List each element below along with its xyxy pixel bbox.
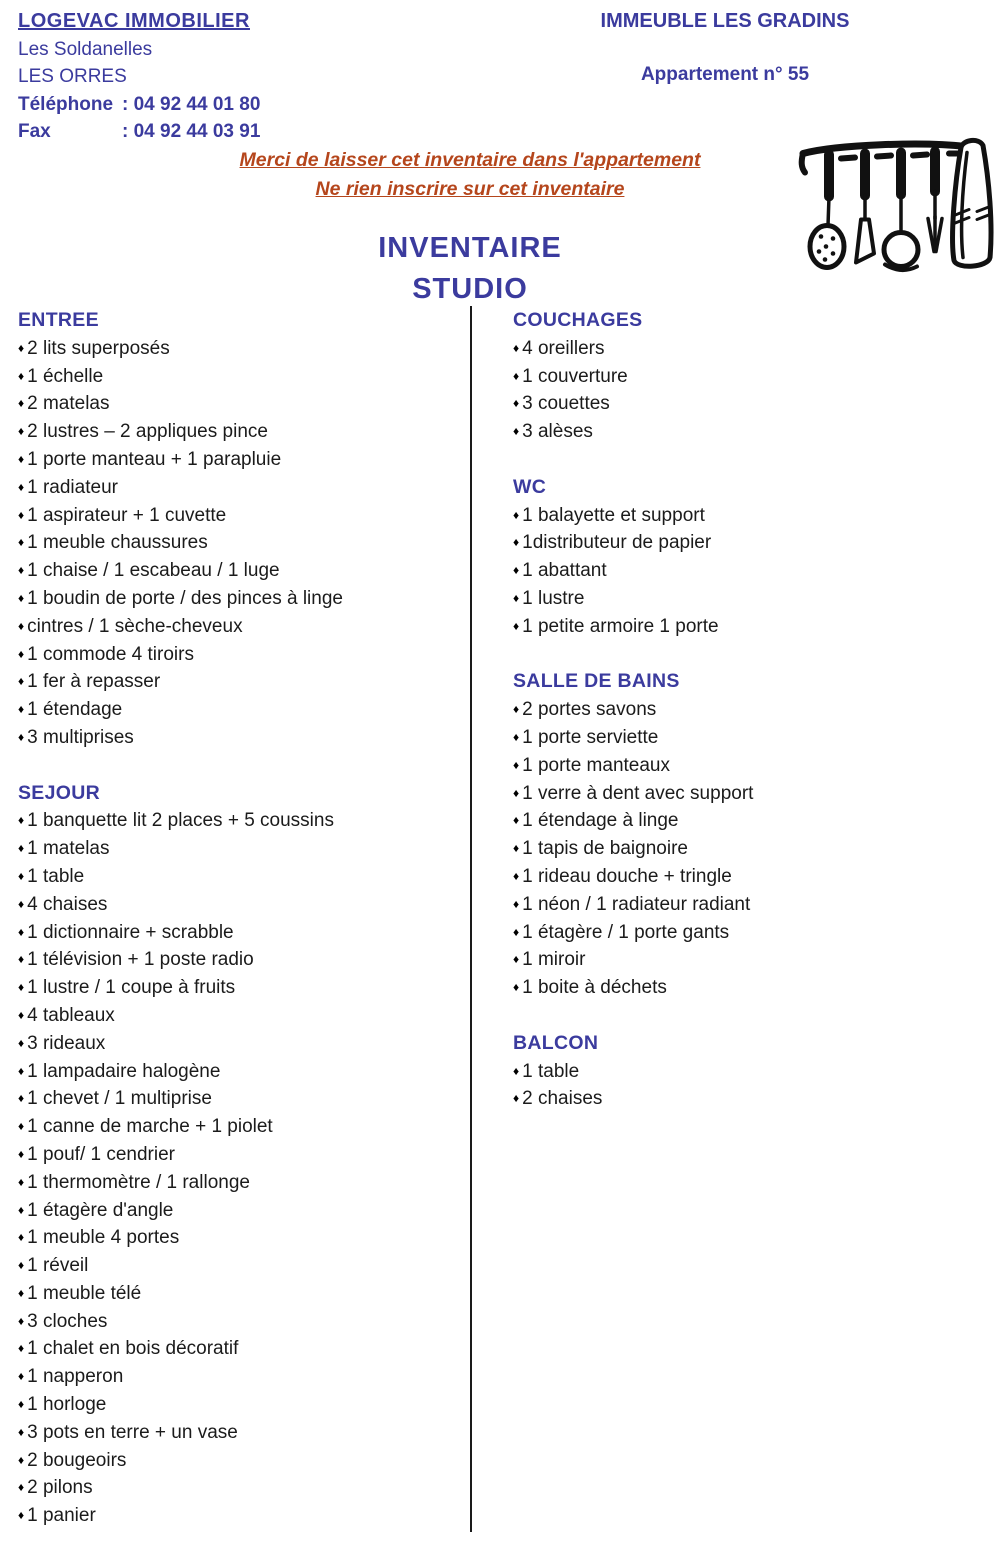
inventory-item — [513, 835, 983, 863]
inventory-item — [18, 1447, 463, 1475]
inventory-item — [513, 724, 983, 752]
inventory-item — [18, 557, 463, 585]
diamond-bullet-icon: ♦ — [18, 1007, 25, 1022]
building-name: IMMEUBLE LES GRADINS — [600, 10, 850, 32]
apartment-number: Appartement n° 55 — [640, 64, 810, 85]
diamond-bullet-icon: ♦ — [513, 507, 520, 522]
item-label: 1 néon / 1 radiateur radiant — [522, 893, 751, 915]
diamond-bullet-icon: ♦ — [513, 729, 520, 744]
item-label: 1 boudin de porte / des pinces à linge — [27, 587, 343, 609]
inventory-item — [513, 585, 983, 613]
item-label: 3 rideaux — [27, 1032, 106, 1054]
section-heading: ENTREE — [18, 309, 99, 331]
diamond-bullet-icon: ♦ — [18, 1035, 25, 1050]
item-label: 1 petite armoire 1 porte — [522, 615, 719, 637]
item-label: 4 oreillers — [522, 337, 605, 359]
inventory-item — [18, 446, 463, 474]
diamond-bullet-icon: ♦ — [513, 757, 520, 772]
diamond-bullet-icon: ♦ — [18, 1397, 25, 1412]
diamond-bullet-icon: ♦ — [18, 590, 25, 605]
phone-label: Téléphone — [18, 93, 114, 115]
phone-line — [18, 91, 260, 119]
item-label: 1 chaise / 1 escabeau / 1 luge — [27, 560, 280, 582]
diamond-bullet-icon: ♦ — [18, 729, 25, 744]
diamond-bullet-icon: ♦ — [18, 1424, 25, 1439]
inventory-item — [18, 835, 463, 863]
diamond-bullet-icon: ♦ — [18, 451, 25, 466]
inventory-item — [513, 1058, 983, 1086]
diamond-bullet-icon: ♦ — [18, 1230, 25, 1245]
item-label: 1 banquette lit 2 places + 5 coussins — [27, 810, 334, 832]
phone-number: 04 92 44 01 80 — [133, 93, 261, 115]
item-label: 1 meuble 4 portes — [27, 1227, 180, 1249]
fax-separator: : — [122, 121, 129, 142]
diamond-bullet-icon: ♦ — [513, 368, 520, 383]
column-divider — [470, 306, 472, 1532]
item-label: 1 tapis de baignoire — [522, 838, 688, 860]
inventory-item — [18, 1030, 463, 1058]
item-label: 1 couverture — [522, 365, 628, 387]
item-label: 1 aspirateur + 1 cuvette — [27, 504, 227, 526]
diamond-bullet-icon: ♦ — [18, 1480, 25, 1495]
notice-line-1: Merci de laisser cet inventaire dans l'appartement — [239, 149, 701, 171]
item-label: 1 abattant — [522, 560, 607, 582]
inventory-item — [513, 418, 983, 446]
diamond-bullet-icon: ♦ — [18, 1369, 25, 1384]
diamond-bullet-icon: ♦ — [513, 952, 520, 967]
section-heading: BALCON — [513, 1031, 599, 1054]
inventory-item — [18, 1197, 463, 1225]
inventory-item — [513, 613, 983, 641]
item-label: 3 alèses — [522, 421, 593, 443]
inventory-item — [513, 891, 983, 919]
item-label: 1 panier — [27, 1505, 96, 1527]
diamond-bullet-icon: ♦ — [18, 1091, 25, 1106]
diamond-bullet-icon: ♦ — [513, 590, 520, 605]
diamond-bullet-icon: ♦ — [513, 841, 520, 856]
inventory-item — [513, 363, 983, 391]
diamond-bullet-icon: ♦ — [18, 1146, 25, 1161]
diamond-bullet-icon: ♦ — [18, 813, 25, 828]
inventory-item — [18, 641, 463, 669]
fax-label: Fax — [18, 121, 51, 142]
item-label: 1 lustre — [522, 587, 585, 609]
diamond-bullet-icon: ♦ — [18, 702, 25, 717]
inventory-item — [18, 1141, 463, 1169]
inventory-item — [18, 946, 463, 974]
document-title — [0, 228, 940, 310]
inventory-item — [18, 919, 463, 947]
item-label: 3 couettes — [522, 393, 610, 415]
inventory-item — [18, 1058, 463, 1086]
item-label: 2 lustres – 2 appliques pince — [27, 421, 268, 443]
item-label: 1 horloge — [27, 1394, 107, 1416]
item-label: 2 lits superposés — [27, 337, 170, 359]
inventory-item — [18, 1391, 463, 1419]
agency-residence: Les Soldanelles — [18, 38, 153, 60]
section-heading: SEJOUR — [18, 781, 100, 804]
diamond-bullet-icon: ♦ — [18, 924, 25, 939]
diamond-bullet-icon: ♦ — [18, 618, 25, 633]
diamond-bullet-icon: ♦ — [513, 424, 520, 439]
section-heading: WC — [513, 475, 547, 498]
item-label: 1 étendage à linge — [522, 810, 679, 832]
diamond-bullet-icon: ♦ — [513, 980, 520, 995]
inventory-column-right — [513, 307, 983, 1113]
item-label: 1distributeur de papier — [522, 532, 712, 554]
inventory-item — [18, 1113, 463, 1141]
diamond-bullet-icon: ♦ — [18, 424, 25, 439]
diamond-bullet-icon: ♦ — [18, 1063, 25, 1078]
inventory-item — [18, 891, 463, 919]
item-label: 4 chaises — [27, 893, 108, 915]
inventory-item — [18, 502, 463, 530]
item-label: 1 porte manteaux — [522, 754, 670, 776]
item-label: 1 dictionnaire + scrabble — [27, 921, 234, 943]
item-label: 2 portes savons — [522, 699, 657, 721]
inventory-item — [18, 1363, 463, 1391]
inventory-item — [18, 585, 463, 613]
agency-name: LOGEVAC IMMOBILIER — [18, 10, 250, 32]
item-label: 3 pots en terre + un vase — [27, 1421, 238, 1443]
inventory-item — [18, 1002, 463, 1030]
diamond-bullet-icon: ♦ — [513, 702, 520, 717]
diamond-bullet-icon: ♦ — [18, 535, 25, 550]
item-label: 1 matelas — [27, 838, 110, 860]
agency-block — [18, 8, 260, 146]
notice-line-2: Ne rien inscrire sur cet inventaire — [315, 178, 625, 200]
fax-line — [18, 118, 260, 146]
inventory-column-left — [18, 307, 463, 1530]
inventory-item — [513, 974, 983, 1002]
item-label: 1 meuble télé — [27, 1282, 142, 1304]
item-label: 1 commode 4 tiroirs — [27, 643, 194, 665]
section-heading: SALLE DE BAINS — [513, 670, 680, 693]
inventory-item — [18, 363, 463, 391]
diamond-bullet-icon: ♦ — [18, 1341, 25, 1356]
inventory-item — [513, 946, 983, 974]
diamond-bullet-icon: ♦ — [18, 479, 25, 494]
item-label: 1 table — [522, 1060, 580, 1082]
item-label: 1 étagère d'angle — [27, 1199, 174, 1221]
diamond-bullet-icon: ♦ — [18, 1202, 25, 1217]
item-label: 1 porte serviette — [522, 726, 659, 748]
item-label: 1 meuble chaussures — [27, 532, 208, 554]
item-label: 1 réveil — [27, 1255, 89, 1277]
inventory-item — [18, 1224, 463, 1252]
inventory-item — [18, 1169, 463, 1197]
inventory-item — [18, 1502, 463, 1530]
item-label: 1 chevet / 1 multiprise — [27, 1088, 212, 1110]
title-line-1: INVENTAIRE — [378, 232, 562, 264]
inventory-item — [18, 668, 463, 696]
item-label: 1 fer à repasser — [27, 671, 161, 693]
inventory-item — [18, 613, 463, 641]
inventory-item — [18, 335, 463, 363]
diamond-bullet-icon: ♦ — [18, 563, 25, 578]
item-label: 1 chalet en bois décoratif — [27, 1338, 239, 1360]
inventory-item — [513, 390, 983, 418]
inventory-item — [513, 696, 983, 724]
item-label: 1 porte manteau + 1 parapluie — [27, 448, 282, 470]
diamond-bullet-icon: ♦ — [18, 896, 25, 911]
item-label: 2 bougeoirs — [27, 1449, 127, 1471]
inventory-item — [18, 390, 463, 418]
inventory-item — [18, 807, 463, 835]
diamond-bullet-icon: ♦ — [513, 396, 520, 411]
inventory-item — [18, 1085, 463, 1113]
inventory-item — [18, 696, 463, 724]
fax-number: 04 92 44 03 91 — [133, 121, 261, 142]
inventory-item — [18, 529, 463, 557]
inventory-item — [18, 724, 463, 752]
phone-separator: : — [122, 93, 129, 115]
inventory-item — [513, 335, 983, 363]
diamond-bullet-icon: ♦ — [18, 1119, 25, 1134]
item-label: 1 canne de marche + 1 piolet — [27, 1116, 273, 1138]
diamond-bullet-icon: ♦ — [18, 980, 25, 995]
agency-city: LES ORRES — [18, 66, 127, 87]
inventory-item — [513, 807, 983, 835]
diamond-bullet-icon: ♦ — [18, 868, 25, 883]
item-label: 1 étagère / 1 porte gants — [522, 921, 730, 943]
diamond-bullet-icon: ♦ — [18, 1174, 25, 1189]
item-label: 2 chaises — [522, 1088, 603, 1110]
diamond-bullet-icon: ♦ — [18, 1508, 25, 1523]
inventory-item — [513, 1085, 983, 1113]
diamond-bullet-icon: ♦ — [18, 396, 25, 411]
diamond-bullet-icon: ♦ — [513, 896, 520, 911]
inventory-item — [513, 863, 983, 891]
diamond-bullet-icon: ♦ — [18, 646, 25, 661]
item-label: 1 balayette et support — [522, 504, 705, 526]
diamond-bullet-icon: ♦ — [18, 368, 25, 383]
item-label: 1 verre à dent avec support — [522, 782, 754, 804]
item-label: 1 étendage — [27, 699, 123, 721]
title-line-2: STUDIO — [412, 273, 528, 305]
diamond-bullet-icon: ♦ — [513, 563, 520, 578]
item-label: 1 pouf/ 1 cendrier — [27, 1143, 175, 1165]
diamond-bullet-icon: ♦ — [513, 813, 520, 828]
item-label: 1 rideau douche + tringle — [522, 865, 732, 887]
inventory-item — [18, 1280, 463, 1308]
inventory-item — [513, 919, 983, 947]
item-label: 1 radiateur — [27, 476, 118, 498]
diamond-bullet-icon: ♦ — [513, 340, 520, 355]
item-label: 1 télévision + 1 poste radio — [27, 949, 254, 971]
diamond-bullet-icon: ♦ — [513, 924, 520, 939]
item-label: 4 tableaux — [27, 1004, 115, 1026]
diamond-bullet-icon: ♦ — [18, 841, 25, 856]
inventory-item — [513, 780, 983, 808]
inventory-item — [18, 1308, 463, 1336]
inventory-item — [18, 863, 463, 891]
diamond-bullet-icon: ♦ — [513, 1091, 520, 1106]
inventory-item — [18, 474, 463, 502]
inventory-item — [18, 418, 463, 446]
diamond-bullet-icon: ♦ — [513, 1063, 520, 1078]
item-label: cintres / 1 sèche-cheveux — [27, 615, 243, 637]
diamond-bullet-icon: ♦ — [18, 507, 25, 522]
diamond-bullet-icon: ♦ — [18, 952, 25, 967]
item-label: 1 table — [27, 865, 85, 887]
diamond-bullet-icon: ♦ — [18, 1258, 25, 1273]
diamond-bullet-icon: ♦ — [18, 340, 25, 355]
building-block — [555, 8, 895, 88]
inventory-item — [18, 1252, 463, 1280]
diamond-bullet-icon: ♦ — [18, 1313, 25, 1328]
diamond-bullet-icon: ♦ — [18, 1452, 25, 1467]
inventory-item — [18, 1419, 463, 1447]
item-label: 1 lustre / 1 coupe à fruits — [27, 977, 236, 999]
diamond-bullet-icon: ♦ — [18, 674, 25, 689]
item-label: 1 thermomètre / 1 rallonge — [27, 1171, 250, 1193]
diamond-bullet-icon: ♦ — [513, 535, 520, 550]
diamond-bullet-icon: ♦ — [513, 785, 520, 800]
item-label: 1 napperon — [27, 1366, 124, 1388]
item-label: 1 miroir — [522, 949, 586, 971]
inventory-item — [18, 1335, 463, 1363]
diamond-bullet-icon: ♦ — [18, 1285, 25, 1300]
diamond-bullet-icon: ♦ — [513, 618, 520, 633]
section-heading: COUCHAGES — [513, 309, 643, 331]
item-label: 1 lampadaire halogène — [27, 1060, 221, 1082]
item-label: 2 matelas — [27, 393, 110, 415]
item-label: 1 échelle — [27, 365, 104, 387]
item-label: 1 boite à déchets — [522, 977, 667, 999]
inventory-item — [513, 752, 983, 780]
inventory-item — [513, 502, 983, 530]
item-label: 2 pilons — [27, 1477, 93, 1499]
inventory-item — [513, 557, 983, 585]
item-label: 3 multiprises — [27, 726, 134, 748]
inventory-item — [18, 974, 463, 1002]
inventory-item — [18, 1474, 463, 1502]
item-label: 3 cloches — [27, 1310, 108, 1332]
diamond-bullet-icon: ♦ — [513, 868, 520, 883]
inventory-item — [513, 529, 983, 557]
